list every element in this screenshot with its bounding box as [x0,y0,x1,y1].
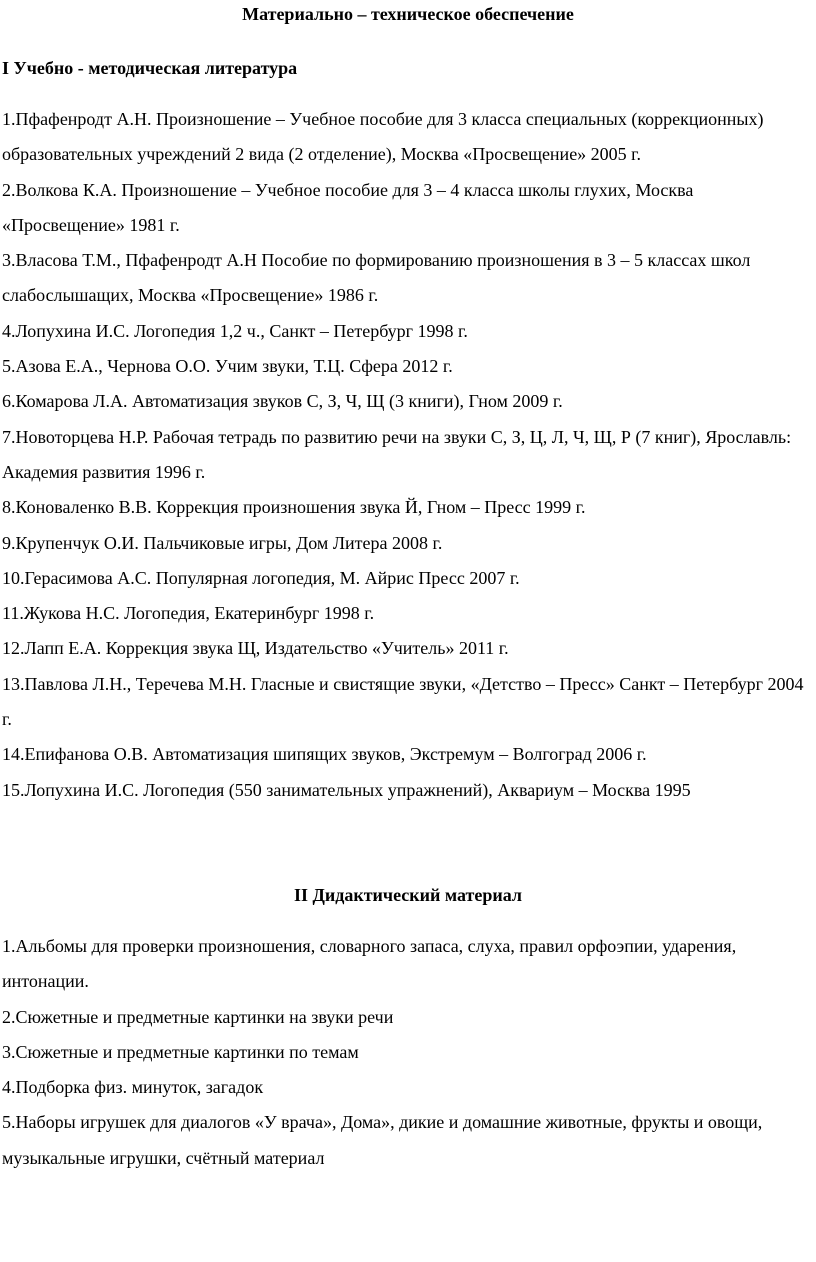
list-item: 1.Пфафенродт А.Н. Произношение – Учебное пособие для 3 класса специальных (коррекционных) образовательных учреждений 2 вида (2 отделение), Москва «Просвещение» 2005 г. [2,109,764,165]
list-item: 7.Новоторцева Н.Р. Рабочая тетрадь по развитию речи на звуки С, З, Ц, Л, Ч, Щ, Р (7 книг), Ярославль: Академия развития 1996 г. [2,426,792,482]
list-item: 4.Лопухина И.С. Логопедия 1,2 ч., Санкт – Петербург 1998 г. [2,320,468,341]
list-item: 14.Епифанова О.В. Автоматизация шипящих звуков, Экстремум – Волгоград 2006 г. [2,744,647,765]
document-title: Материально – техническое обеспечение [242,4,574,24]
list-item: 2.Волкова К.А. Произношение – Учебное пособие для 3 – 4 класса школы глухих, Москва «Просвещение» 1981 г. [2,179,694,235]
section-heading-didactic: II Дидактический материал [293,885,523,905]
literature-list [2,102,808,808]
list-item: 15.Лопухина И.С. Логопедия (550 занимательных упражнений), Аквариум – Москва 1995 [2,779,691,800]
list-item: 10.Герасимова А.С. Популярная логопедия, М. Айрис Пресс 2007 г. [2,567,520,588]
list-item: 11.Жукова Н.С. Логопедия, Екатеринбург 1998 г. [2,603,375,624]
list-item: 3.Сюжетные и предметные картинки по темам [2,1041,359,1062]
list-item: 8.Коноваленко В.В. Коррекция произношения звука Й, Гном – Пресс 1999 г. [2,497,586,518]
list-item: 5.Азова Е.А., Чернова О.О. Учим звуки, Т.Ц. Сфера 2012 г. [2,356,453,377]
didactic-list [2,929,808,1176]
list-item: 1.Альбомы для проверки произношения, словарного запаса, слуха, правил орфоэпии, ударения, интонации. [2,936,737,992]
list-item: 9.Крупенчук О.И. Пальчиковые игры, Дом Литера 2008 г. [2,532,443,553]
list-item: 3.Власова Т.М., Пфафенродт А.Н Пособие по формированию произношения в 3 – 5 классах школ слабослышащих, Москва «Просвещение» 1986 г. [2,250,751,306]
list-item: 12.Лапп Е.А. Коррекция звука Щ, Издательство «Учитель» 2011 г. [2,638,509,659]
list-item: 13.Павлова Л.Н., Теречева М.Н. Гласные и свистящие звуки, «Детство – Пресс» Санкт – Петербург 2004 г. [2,673,804,730]
list-item: 5.Наборы игрушек для диалогов «У врача», Дома», дикие и домашние животные, фрукты и овощи, музыкальные игрушки, счётный материал [2,1112,763,1168]
list-item: 2.Сюжетные и предметные картинки на звуки речи [2,1006,394,1027]
list-item: 4.Подборка физ. минуток, загадок [2,1077,264,1098]
section-heading-literature: I Учебно - методическая литература [2,58,298,78]
list-item: 6.Комарова Л.А. Автоматизация звуков С, З, Ч, Щ (3 книги), Гном 2009 г. [2,391,563,412]
